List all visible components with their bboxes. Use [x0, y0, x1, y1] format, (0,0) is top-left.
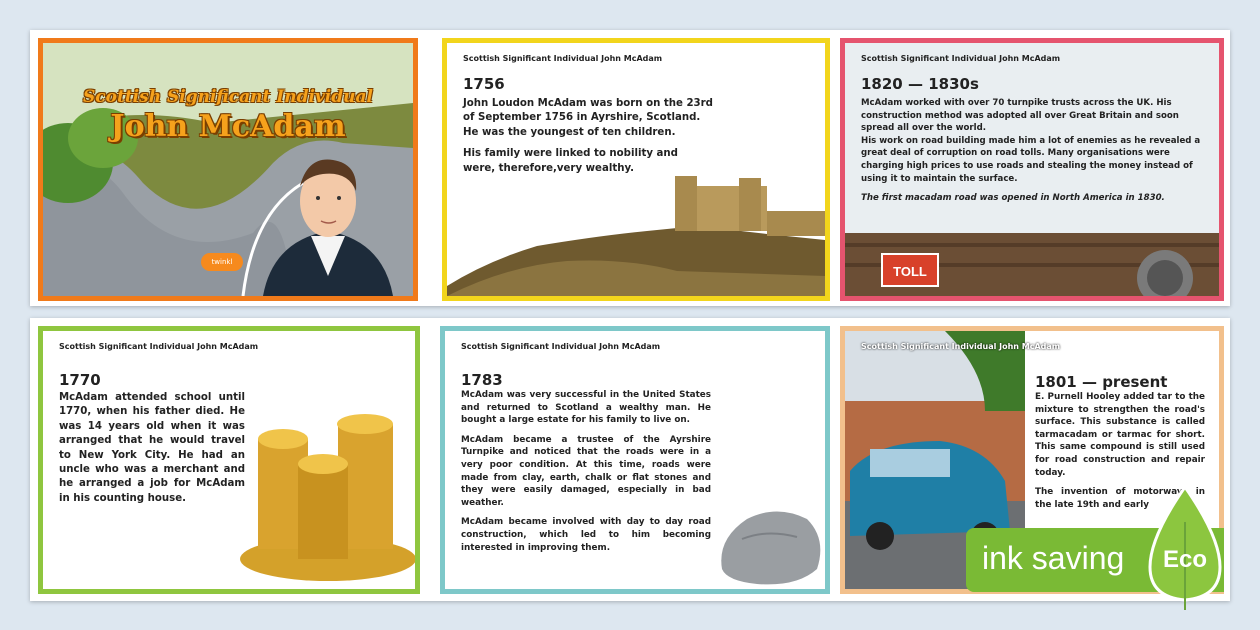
cover-subtitle: Scottish Significant Individual: [83, 87, 373, 107]
paragraph: McAdam became involved with day to day road construction, which led to him becoming interested in improving them.: [461, 517, 711, 553]
paragraph: McAdam worked with over 70 turnpike trusts across the UK. His construction method was adopted all over Great Britain and soon spread all over the world.: [861, 98, 1179, 134]
card-year: 1820 — 1830s: [861, 75, 979, 93]
card-1756: [442, 38, 830, 301]
card-header: Scottish Significant Individual John McAdam: [861, 54, 1061, 63]
card-year: 1770: [59, 371, 101, 389]
twinkl-logo: twinkl: [201, 253, 243, 271]
card-header: Scottish Significant Individual John McAdam: [59, 342, 259, 351]
card-text: [861, 97, 1201, 212]
card-header: Scottish Significant Individual John McAdam: [463, 54, 663, 63]
card-year: 1756: [463, 75, 505, 93]
stone-illustration: [717, 499, 827, 589]
card-1783: [440, 326, 830, 594]
cover-card: [38, 38, 418, 301]
paragraph: His family were linked to nobility and were, therefore,very wealthy.: [463, 148, 678, 174]
paragraph: McAdam was very successful in the United States and returned to Scotland a wealthy man. He bought a large estate for his family to live on.: [461, 390, 711, 426]
paragraph: John Loudon McAdam was born on the 23rd of September 1756 in Ayrshire, Scotland. He was the youngest of ten children.: [463, 98, 713, 138]
paragraph: His work on road building made him a lot of enemies as he revealed a great deal of corruption on road tolls. Many organisations were charging high prices to use roads and stealing the money instead of using it to maintain the surface.: [861, 135, 1201, 184]
coins-illustration: [238, 409, 418, 589]
paragraph: McAdam became a trustee of the Ayrshire Turnpike and noticed that the roads were in a very poor condition. At this time, roads were made from clay, earth, chalk or flat stones and they were easily damaged, especially in bad weather.: [461, 434, 711, 508]
castle-illustration: [447, 166, 825, 296]
toll-sign: TOLL: [881, 253, 939, 287]
card-text: [461, 389, 711, 561]
paragraph: The invention of motorways in the late 19th and early: [1035, 487, 1205, 510]
card-1820-1830s: [840, 38, 1224, 301]
eco-label: Eco: [1162, 546, 1207, 573]
card-header: Scottish Significant Individual John McAdam: [861, 342, 1061, 351]
ink-saving-label: ink saving: [982, 540, 1125, 576]
cover-title: John McAdam: [110, 109, 346, 144]
paragraph: McAdam attended school until 1770, when his father died. He was 14 years old when it was arranged that he would travel to New York City. He had an uncle who was a merchant and he arranged a job for McAdam in his counting house.: [59, 392, 245, 504]
card-year: 1783: [461, 371, 503, 389]
card-text: [59, 391, 245, 513]
paragraph: E. Purnell Hooley added tar to the mixture to strengthen the road's surface. This substance is called tarmacadam or tarmac for short. This same compound is still used for road construction and repair today.: [1035, 392, 1205, 478]
portrait-illustration: [263, 146, 393, 296]
card-year: 1801 — present: [1035, 373, 1168, 391]
card-header: Scottish Significant Individual John McAdam: [461, 342, 661, 351]
paragraph: The first macadam road was opened in North America in 1830.: [861, 193, 1165, 204]
card-1770: [38, 326, 420, 594]
